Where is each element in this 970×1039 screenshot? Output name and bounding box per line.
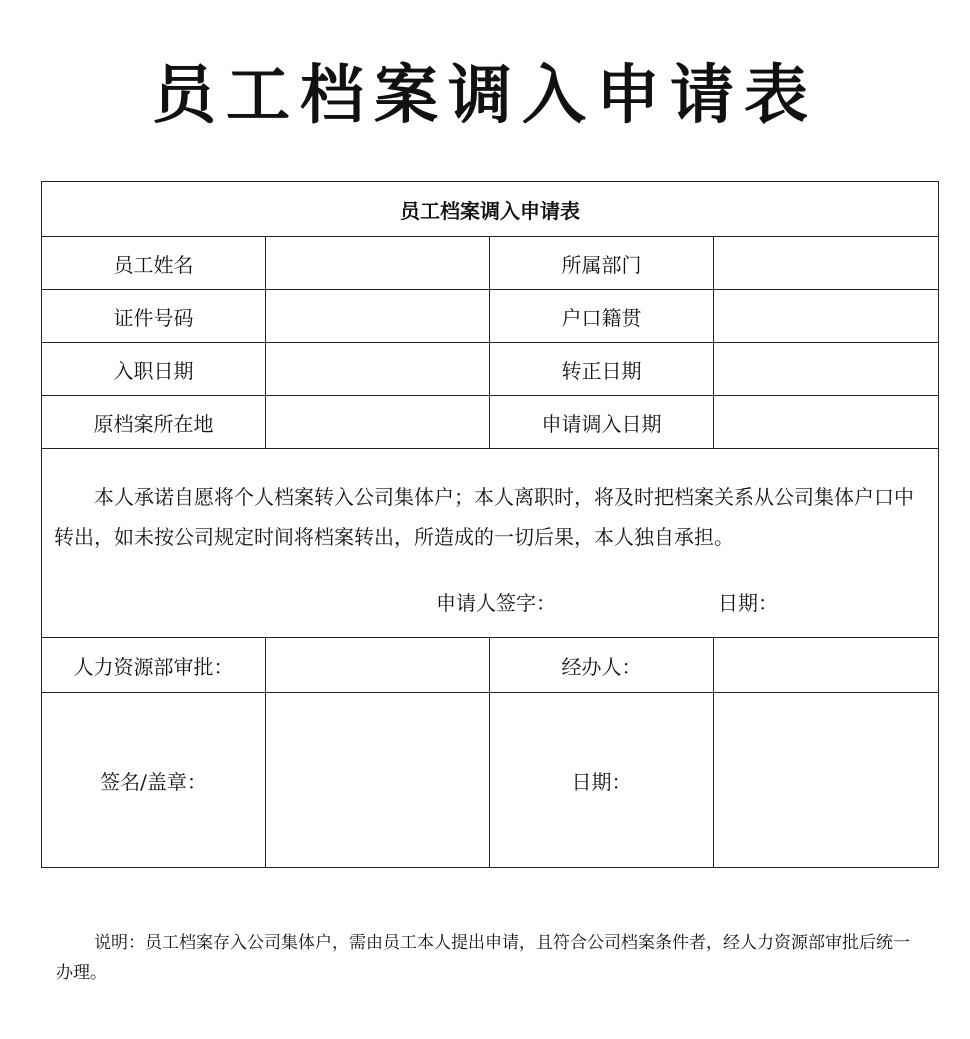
signoff-row bbox=[42, 693, 939, 868]
pledge-cell bbox=[42, 449, 939, 638]
approval-row bbox=[42, 638, 939, 693]
handler-field[interactable] bbox=[714, 638, 939, 693]
note-text: 说明：员工档案存入公司集体户，需由员工本人提出申请，且符合公司档案条件者，经人力资源部审批后统一办理。 bbox=[56, 933, 910, 983]
household-origin-label: 户口籍贯 bbox=[490, 290, 714, 343]
hr-approval-field[interactable] bbox=[266, 638, 490, 693]
signoff-date-label: 日期： bbox=[490, 693, 714, 868]
pledge-row bbox=[42, 449, 939, 638]
sign-stamp-label: 签名/盖章： bbox=[42, 693, 266, 868]
pledge-date-label: 日期： bbox=[718, 591, 778, 615]
table-row bbox=[42, 343, 939, 396]
hire-date-label: 入职日期 bbox=[42, 343, 266, 396]
table-header-row bbox=[42, 182, 939, 237]
note-paragraph bbox=[56, 928, 926, 988]
household-origin-field[interactable] bbox=[714, 290, 939, 343]
applicant-signature-label: 申请人签字： bbox=[436, 591, 556, 615]
table-header: 员工档案调入申请表 bbox=[42, 182, 939, 237]
table-row bbox=[42, 290, 939, 343]
table-row bbox=[42, 396, 939, 449]
regularization-date-field[interactable] bbox=[714, 343, 939, 396]
handler-label: 经办人： bbox=[490, 638, 714, 693]
id-number-label: 证件号码 bbox=[42, 290, 266, 343]
signoff-date-field[interactable] bbox=[714, 693, 939, 868]
id-number-field[interactable] bbox=[266, 290, 490, 343]
employee-name-label: 员工姓名 bbox=[42, 237, 266, 290]
regularization-date-label: 转正日期 bbox=[490, 343, 714, 396]
table-row bbox=[42, 237, 939, 290]
department-field[interactable] bbox=[714, 237, 939, 290]
pledge-text: 本人承诺自愿将个人档案转入公司集体户；本人离职时，将及时把档案关系从公司集体户口中转出，如未按公司规定时间将档案转出，所造成的一切后果，本人独自承担。 bbox=[54, 485, 914, 549]
page-title: 员工档案调入申请表 bbox=[152, 59, 818, 133]
transfer-date-field[interactable] bbox=[714, 396, 939, 449]
original-archive-location-field[interactable] bbox=[266, 396, 490, 449]
hire-date-field[interactable] bbox=[266, 343, 490, 396]
original-archive-location-label: 原档案所在地 bbox=[42, 396, 266, 449]
hr-approval-label: 人力资源部审批： bbox=[42, 638, 266, 693]
sign-stamp-field[interactable] bbox=[266, 693, 490, 868]
employee-name-field[interactable] bbox=[266, 237, 490, 290]
application-form-table bbox=[41, 181, 939, 868]
transfer-date-label: 申请调入日期 bbox=[490, 396, 714, 449]
department-label: 所属部门 bbox=[490, 237, 714, 290]
